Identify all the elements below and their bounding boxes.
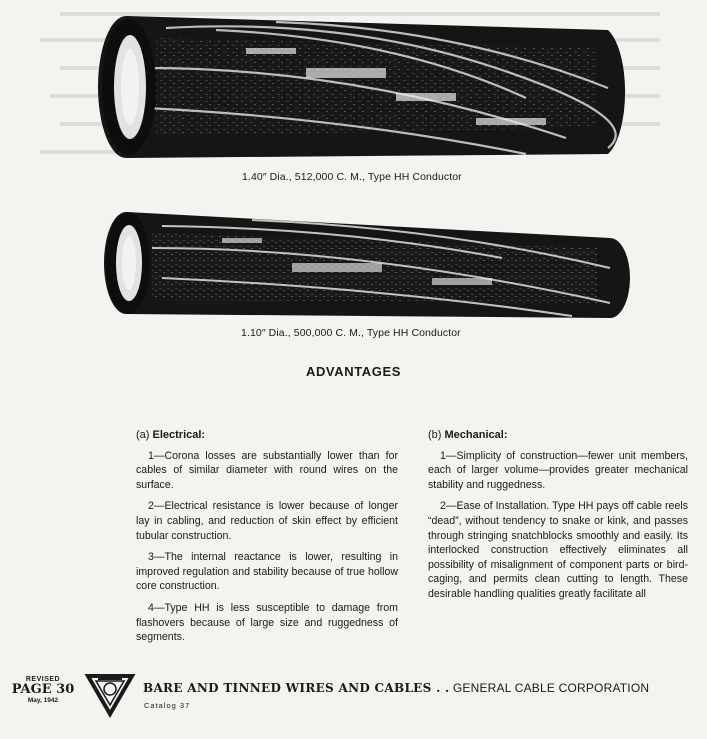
electrical-heading: Electrical: [152, 429, 206, 441]
section-heading: ADVANTAGES [305, 364, 402, 379]
mechanical-title [428, 428, 688, 443]
catalog-number: Catalog 37 [144, 701, 191, 710]
mechanical-paragraph-1: 1—Simplicity of construction—fewer unit members, each of larger volume—provides greater mechanical stability and ruggedness. [428, 449, 688, 491]
revision-date: May, 1942 [27, 697, 59, 704]
mechanical-label: (b) [428, 429, 442, 441]
electrical-paragraph-2: 2—Electrical resistance is lower because of longer lay in cabling, and reduction of skin effect by efficient tubular construction. [136, 500, 398, 542]
electrical-paragraph-4: 4—Type HH is less susceptible to damage from flashovers because of large size and ruggedness of segments. [136, 601, 398, 644]
electrical-label: (a) [136, 429, 150, 441]
mechanical-paragraph-2: 2—Ease of Installation. Type HH pays off cable reels “dead”, without tendency to snake or kink, and passes through stringing snatchblocks smoothly and easily. Its interlocked construction effectively eliminates all possibility of misalignment of component parts or bird-caging, and permits clean cutting to length. These desirable handling qualities greatly facilitate all [428, 500, 688, 600]
electrical-column [136, 428, 398, 652]
cable-photo-small [102, 208, 632, 320]
company-logo-icon [84, 670, 136, 718]
cable-photo-large [96, 8, 636, 166]
electrical-paragraph-1: 1—Corona losses are substantially lower than for cables of similar diameter with round wires on the surface. [136, 449, 398, 491]
revised-label: REVISED [25, 676, 61, 683]
footer-title [143, 681, 649, 695]
figure-caption-large: 1.40″ Dia., 512,000 C. M., Type HH Conductor [242, 171, 462, 183]
page-number: PAGE 30 [11, 682, 75, 697]
electrical-title [136, 428, 398, 443]
page-marker [8, 676, 78, 704]
footer-company-name: GENERAL CABLE CORPORATION [452, 681, 650, 695]
footer-title-main: BARE AND TINNED WIRES AND CABLES . . [143, 681, 450, 695]
mechanical-heading: Mechanical: [444, 429, 508, 441]
mechanical-column [428, 428, 688, 609]
figure-caption-small: 1.10″ Dia., 500,000 C. M., Type HH Conductor [241, 327, 461, 339]
electrical-paragraph-3: 3—The internal reactance is lower, resulting in improved regulation and stability because of true hollow core construction. [136, 551, 398, 593]
